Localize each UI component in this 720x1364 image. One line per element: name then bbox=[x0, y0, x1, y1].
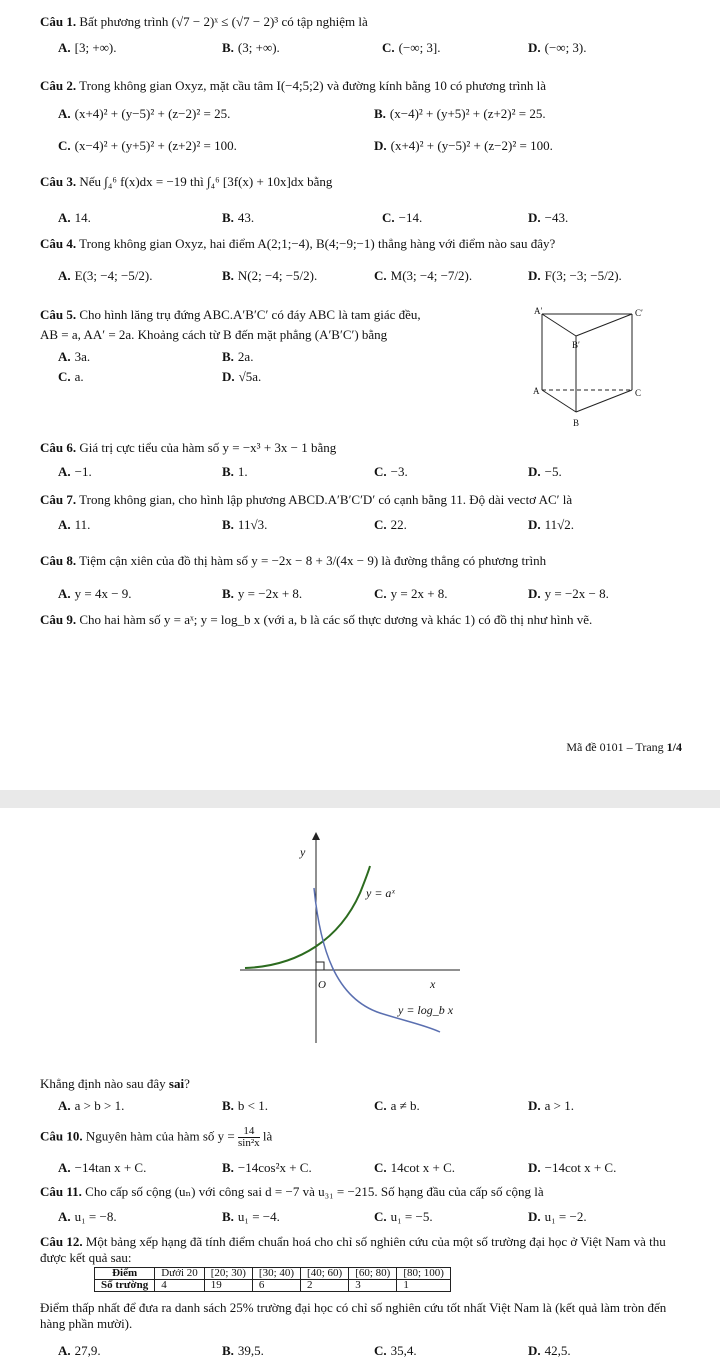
option-b[interactable]: B. y = −2x + 8. bbox=[222, 586, 303, 601]
options-q12 bbox=[58, 1343, 720, 1361]
question-12-continued bbox=[40, 1300, 690, 1332]
question-text: Cho hai hàm số y = aˣ; y = log_b x (với a, b là các số thực dương và khác 1) có đồ thị như hình vẽ. bbox=[79, 612, 593, 627]
question-text-tail: có tập nghiệm là bbox=[281, 14, 368, 29]
option-b[interactable]: B. 1. bbox=[222, 464, 248, 479]
options-q11 bbox=[58, 1209, 720, 1227]
fraction-denominator: sin²x bbox=[238, 1137, 260, 1149]
question-label: Câu 10. bbox=[40, 1128, 83, 1144]
option-c[interactable]: C. y = 2x + 8. bbox=[374, 586, 448, 601]
option-b[interactable]: B. b < 1. bbox=[222, 1098, 269, 1113]
question-label: Câu 6. bbox=[40, 440, 77, 455]
option-c[interactable]: C. 35,4. bbox=[374, 1343, 417, 1358]
option-c[interactable]: C. 22. bbox=[374, 517, 407, 532]
question-label: Câu 9. bbox=[40, 612, 77, 627]
option-d[interactable]: D. −5. bbox=[528, 464, 562, 479]
exam-code: Mã đề 0101 – Trang bbox=[566, 740, 664, 754]
unit-square bbox=[316, 962, 324, 970]
option-d[interactable]: D. −43. bbox=[528, 210, 569, 225]
options-q2-row1 bbox=[58, 106, 720, 124]
curve-exponential bbox=[245, 866, 370, 968]
table-cell: 19 bbox=[204, 1280, 252, 1292]
page-number: 1/4 bbox=[666, 740, 682, 754]
fraction bbox=[238, 1126, 260, 1149]
option-b[interactable]: B. 43. bbox=[222, 210, 255, 225]
question-9-prompt bbox=[40, 1076, 690, 1092]
option-d[interactable]: D. u₁ = −2. bbox=[528, 1209, 587, 1224]
exponential-log-graph bbox=[240, 828, 480, 1050]
question-6 bbox=[40, 440, 690, 456]
option-a[interactable]: A. [3; +∞). bbox=[58, 40, 117, 55]
question-label: Câu 5. bbox=[40, 307, 77, 322]
options-q1 bbox=[58, 40, 720, 58]
vertex-b-label: B bbox=[573, 418, 580, 428]
question-7 bbox=[40, 492, 690, 508]
question-3 bbox=[40, 174, 690, 190]
option-d[interactable]: D. y = −2x − 8. bbox=[528, 586, 609, 601]
question-label: Câu 1. bbox=[40, 14, 77, 29]
ranking-table bbox=[94, 1267, 451, 1292]
option-c[interactable]: C. a ≠ b. bbox=[374, 1098, 420, 1113]
option-c[interactable]: C. (x−4)² + (y+5)² + (z+2)² = 100. bbox=[58, 138, 237, 153]
option-a[interactable]: A. −1. bbox=[58, 464, 92, 479]
vertex-b1-label: B′ bbox=[572, 340, 580, 350]
option-c[interactable]: C. a. bbox=[58, 369, 84, 384]
options-q6 bbox=[58, 464, 720, 482]
question-11 bbox=[40, 1184, 690, 1200]
question-text: Trong không gian Oxyz, mặt cầu tâm I(−4;5;2) và đường kính bằng 10 có phương trình là bbox=[79, 78, 547, 93]
question-5-line2 bbox=[40, 327, 540, 343]
option-c[interactable]: C. −3. bbox=[374, 464, 408, 479]
table-cell: [80; 100) bbox=[397, 1268, 451, 1280]
question-label: Câu 12. bbox=[40, 1234, 83, 1249]
options-q4 bbox=[58, 268, 720, 286]
option-a[interactable]: A. a > b > 1. bbox=[58, 1098, 125, 1113]
options-q5-row2 bbox=[58, 369, 460, 387]
table-header: Điểm bbox=[95, 1268, 155, 1280]
curve-exponential-label: y = aˣ bbox=[366, 886, 395, 900]
option-d[interactable]: D. 42,5. bbox=[528, 1343, 571, 1358]
table-cell: [30; 40) bbox=[252, 1268, 300, 1280]
option-d[interactable]: D. (−∞; 3). bbox=[528, 40, 587, 55]
question-text: Nếu ∫₄⁶ f(x)dx = −19 thì ∫₄⁶ [3f(x) + 10x]dx bằng bbox=[79, 174, 333, 189]
option-b[interactable]: B. 39,5. bbox=[222, 1343, 264, 1358]
x-axis-label: x bbox=[430, 977, 436, 991]
table-cell: 4 bbox=[155, 1280, 205, 1292]
option-c[interactable]: C. (−∞; 3]. bbox=[382, 40, 441, 55]
option-a[interactable]: A. (x+4)² + (y−5)² + (z−2)² = 25. bbox=[58, 106, 231, 121]
option-c[interactable]: C. M(3; −4; −7/2). bbox=[374, 268, 473, 283]
option-d[interactable]: D. −14cot x + C. bbox=[528, 1160, 617, 1175]
table-row bbox=[95, 1268, 451, 1280]
option-c[interactable]: C. −14. bbox=[382, 210, 423, 225]
table-cell: 2 bbox=[301, 1280, 349, 1292]
question-2 bbox=[40, 78, 690, 94]
options-q9 bbox=[58, 1098, 720, 1116]
option-a[interactable]: A. 14. bbox=[58, 210, 91, 225]
prism-figure bbox=[532, 306, 654, 432]
option-a[interactable]: A. E(3; −4; −5/2). bbox=[58, 268, 153, 283]
question-1 bbox=[40, 14, 690, 30]
vertex-c1-label: C′ bbox=[635, 308, 643, 318]
question-label: Câu 8. bbox=[40, 553, 77, 568]
fraction-numerator: 14 bbox=[238, 1126, 260, 1138]
table-cell: [40; 60) bbox=[301, 1268, 349, 1280]
question-label: Câu 3. bbox=[40, 174, 77, 189]
table-cell: 3 bbox=[349, 1280, 397, 1292]
question-12 bbox=[40, 1234, 690, 1266]
table-cell: 6 bbox=[252, 1280, 300, 1292]
vertex-a-label: A bbox=[533, 386, 540, 396]
question-9 bbox=[40, 612, 690, 628]
vertex-a1-label: A′ bbox=[534, 306, 543, 316]
table-cell: [60; 80) bbox=[349, 1268, 397, 1280]
options-q3 bbox=[58, 210, 720, 228]
question-label: Câu 2. bbox=[40, 78, 77, 93]
question-text: Tiệm cận xiên của đồ thị hàm số y = −2x − 8 + 3/(4x − 9) là đường thẳng có phương trình bbox=[79, 553, 547, 568]
option-b[interactable]: B. (x−4)² + (y+5)² + (z+2)² = 25. bbox=[374, 106, 546, 121]
options-q10 bbox=[58, 1160, 720, 1178]
origin-label: O bbox=[318, 979, 326, 991]
option-d[interactable]: D. (x+4)² + (y−5)² + (z−2)² = 100. bbox=[374, 138, 553, 153]
option-a[interactable]: A. y = 4x − 9. bbox=[58, 586, 132, 601]
question-label: Câu 11. bbox=[40, 1184, 82, 1199]
option-b[interactable]: B. −14cos²x + C. bbox=[222, 1160, 312, 1175]
options-q8 bbox=[58, 586, 720, 604]
exam-page-2 bbox=[0, 808, 720, 1364]
table-cell: [20; 30) bbox=[204, 1268, 252, 1280]
page-footer bbox=[566, 740, 682, 755]
option-d[interactable]: D. 11√2. bbox=[528, 517, 575, 532]
option-b[interactable]: B. u₁ = −4. bbox=[222, 1209, 280, 1224]
option-d[interactable]: D. a > 1. bbox=[528, 1098, 574, 1113]
vertex-c-label: C bbox=[635, 388, 642, 398]
table-row bbox=[95, 1280, 451, 1292]
y-axis-arrow-icon bbox=[312, 832, 320, 840]
table-header: Số trường bbox=[95, 1280, 155, 1292]
option-a[interactable]: A. 11. bbox=[58, 517, 91, 532]
option-a[interactable]: A. 27,9. bbox=[58, 1343, 101, 1358]
table-cell: 1 bbox=[397, 1280, 451, 1292]
question-10 bbox=[40, 1126, 690, 1149]
question-text: Điểm thấp nhất để đưa ra danh sách 25% trường đại học có chỉ số nghiên cứu tốt nhất Việt Nam là (kết quả làm tròn đến hàng phần mười). bbox=[40, 1300, 667, 1331]
options-q7 bbox=[58, 517, 720, 535]
question-text: Khẳng định nào sau đây bbox=[40, 1076, 166, 1091]
function-lhs: y = bbox=[217, 1128, 235, 1144]
question-label: Câu 7. bbox=[40, 492, 77, 507]
option-d[interactable]: D. F(3; −3; −5/2). bbox=[528, 268, 622, 283]
option-c[interactable]: C. 14cot x + C. bbox=[374, 1160, 456, 1175]
question-text: Giá trị cực tiểu của hàm số y = −x³ + 3x − 1 bằng bbox=[79, 440, 337, 455]
emphasis-word: sai bbox=[168, 1076, 185, 1091]
option-b[interactable]: B. 2a. bbox=[222, 349, 254, 364]
question-text: Nguyên hàm của hàm số bbox=[85, 1128, 215, 1144]
option-a[interactable]: A. 3a. bbox=[58, 349, 91, 364]
question-text: Cho cấp số cộng (uₙ) với công sai d = −7 và u₃₁ = −215. Số hạng đầu của cấp số cộng là bbox=[85, 1184, 544, 1199]
question-mark: ? bbox=[184, 1076, 190, 1091]
curve-logarithm-label: y = log_b x bbox=[398, 1003, 454, 1017]
options-q2-row2 bbox=[58, 138, 720, 156]
question-text-tail: là bbox=[262, 1128, 273, 1144]
page-separator bbox=[0, 790, 720, 808]
option-c[interactable]: C. u₁ = −5. bbox=[374, 1209, 433, 1224]
question-expression: (√7 − 2)ˣ ≤ (√7 − 2)³ bbox=[171, 14, 279, 29]
question-label: Câu 4. bbox=[40, 236, 77, 251]
option-a[interactable]: A. −14tan x + C. bbox=[58, 1160, 147, 1175]
question-text: Một bảng xếp hạng đã tính điểm chuẩn hoá cho chỉ số nghiên cứu của một số trường đại học ở Việt Nam và thu được kết quả sau: bbox=[40, 1234, 666, 1265]
option-b[interactable]: B. 11√3. bbox=[222, 517, 268, 532]
question-text: AB = a, AA′ = 2a. Khoảng cách từ B đến mặt phẳng (A′B′C′) bằng bbox=[40, 327, 388, 342]
option-b[interactable]: B. (3; +∞). bbox=[222, 40, 280, 55]
option-b[interactable]: B. N(2; −4; −5/2). bbox=[222, 268, 318, 283]
question-8 bbox=[40, 553, 690, 569]
question-text: Trong không gian Oxyz, hai điểm A(2;1;−4), B(4;−9;−1) thẳng hàng với điểm nào sau đây? bbox=[79, 236, 556, 251]
question-5 bbox=[40, 306, 543, 323]
question-text: Cho hình lăng trụ đứng ABC.A′B′C′ có đáy ABC là tam giác đều, bbox=[79, 307, 421, 322]
question-text: Bất phương trình bbox=[79, 14, 169, 29]
option-d[interactable]: D. √5a. bbox=[222, 369, 262, 384]
question-text: Trong không gian, cho hình lập phương ABCD.A′B′C′D′ có cạnh bằng 11. Độ dài vectơ AC′ là bbox=[79, 492, 573, 507]
y-axis-label: y bbox=[300, 845, 306, 859]
option-a[interactable]: A. u₁ = −8. bbox=[58, 1209, 117, 1224]
question-4 bbox=[40, 236, 690, 252]
table-cell: Dưới 20 bbox=[155, 1268, 205, 1280]
options-q5-row1 bbox=[58, 349, 460, 367]
